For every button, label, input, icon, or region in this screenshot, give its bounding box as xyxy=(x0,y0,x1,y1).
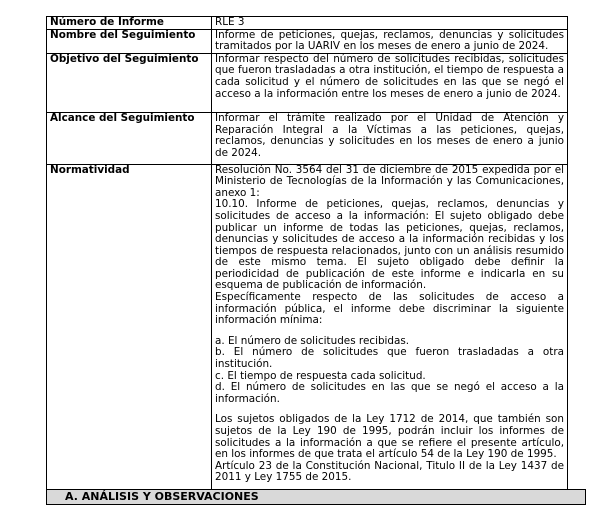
table-row xyxy=(47,113,568,164)
row-value-numero: RLE 3 xyxy=(212,17,568,30)
alcance-text: Informar el trámite realizado por el Unidad de Atención y Reparación Integral a la Víctimas a las peticiones, quejas, reclamos, denuncias y solicitudes en los meses de enero a junio de 2024. xyxy=(215,112,564,159)
objetivo-text: Informar respecto del número de solicitudes recibidas, solicitudes que fueron trasladadas a otra institución, el tiempo de respuesta a cada solicitud y el número de solicitudes en las que se negó el acceso a la información entre los meses de enero a junio de 2024. xyxy=(215,52,564,100)
norm-list-item: c. El tiempo de respuesta cada solicitud. xyxy=(215,369,426,382)
row-label-nombre: Nombre del Seguimiento xyxy=(47,29,212,53)
row-label-normatividad: Normatividad xyxy=(47,164,212,498)
table-row xyxy=(47,164,568,498)
table-row xyxy=(47,53,568,112)
row-value-nombre: Informe de peticiones, quejas, reclamos, denuncias y solicitudes tramitados por la UARIV en los meses de enero a junio de 2024. xyxy=(212,29,568,53)
norm-paragraph-4: Los sujetos obligados de la Ley 1712 de 2014, que también son sujetos de la Ley 190 de 1995, podrán incluir los informes de solicitudes a la información a que se refiere el presente artículo, en los informes de que trata el artículo 54 de la Ley 190 de 1995. xyxy=(215,413,564,461)
report-info-table xyxy=(46,16,568,499)
row-value-objetivo xyxy=(212,53,568,112)
table-row xyxy=(47,17,568,30)
norm-paragraph-1: Resolución No. 3564 del 31 de diciembre de 2015 expedida por el Ministerio de Tecnologías de la Información y las Comunicaciones, anexo 1: xyxy=(215,163,564,199)
table-row xyxy=(47,29,568,53)
norm-paragraph-2: 10.10. Informe de peticiones, quejas, reclamos, denuncias y solicitudes de acceso a la información: El sujeto obligado debe publicar un informe de todas las peticiones, quejas, reclamos, denuncias y solicitudes de acceso a la información recibidas y los tiempos de respuesta relacionados, junto con un análisis resumido de este mismo tema. El sujeto obligado debe definir la periodicidad de publicación de este informe e indicarla en su esquema de publicación de información. xyxy=(215,198,564,292)
row-value-normatividad xyxy=(212,164,568,498)
norm-list-item: d. El número de solicitudes en las que se negó el acceso a la información. xyxy=(215,381,564,405)
section-heading-analisis: A. ANÁLISIS Y OBSERVACIONES xyxy=(46,489,586,505)
row-value-alcance xyxy=(212,113,568,164)
row-label-alcance: Alcance del Seguimiento xyxy=(47,113,212,164)
norm-paragraph-5: Artículo 23 de la Constitución Nacional, Titulo II de la Ley 1437 de 2011 y Ley 1755 de 2015. xyxy=(215,459,564,484)
norm-list-item: a. El número de solicitudes recibidas. xyxy=(215,334,410,347)
norm-paragraph-3: Específicamente respecto de las solicitudes de acceso a información pública, el informe debe discriminar la siguiente información mínima: xyxy=(215,291,564,327)
row-label-objetivo: Objetivo del Seguimiento xyxy=(47,53,212,112)
row-label-numero: Número de Informe xyxy=(47,17,212,30)
norm-list-item: b. El número de solicitudes que fueron trasladadas a otra institución. xyxy=(215,346,564,371)
